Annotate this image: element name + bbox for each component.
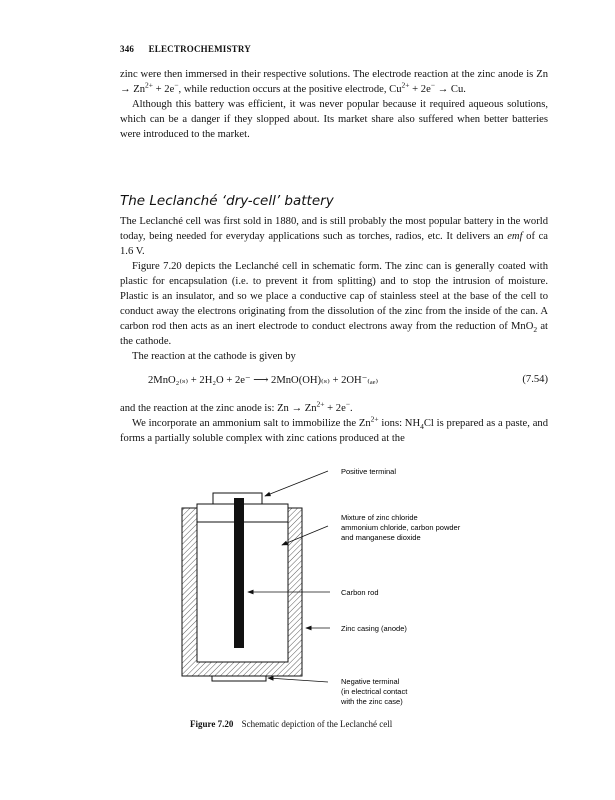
label-mixture-1: Mixture of zinc chloride [341,513,418,522]
paragraph-leclanche-intro: The Leclanché cell was first sold in 1880, and is still probably the most popular battery in the world today, being needed for everyday applications such as torches, radios, etc. It delivers an emf of ca 1.6 V. [120,216,549,257]
label-mixture-2: ammonium chloride, carbon powder [341,523,461,532]
caption-text: Schematic depiction of the Leclanché cell [241,719,393,729]
equation-number: (7.54) [522,374,548,385]
section-body [120,214,548,364]
label-positive-terminal: Positive terminal [341,467,397,476]
caption-number: Figure 7.20 [190,719,234,729]
paragraph-continued: zinc were then immersed in their respective solutions. The electrode reaction at the zinc anode is $Zn \to Zn^{2+} + 2e^-$, while reduction occurs at the positive electrode, $Cu^{2+} + 2e^- \to Cu$. Although this battery was efficient, it was never popular because it required aqueous solutions, which can be a danger if they slopped about. Its market share also suffered when better batteries were introduced to the market. [120,69,548,140]
running-header [120,44,251,54]
label-negative-2: (in electrical contact [341,687,408,696]
cell-schematic [170,460,550,715]
post-equation-body [120,401,548,446]
label-mixture-3: and manganese dioxide [341,533,421,542]
leader-positive [265,471,328,496]
equation-7-54 [148,374,548,386]
carbon-rod [234,498,244,648]
paragraph-figure-description: Figure 7.20 depicts the Leclanché cell in schematic form. The zinc can is generally coated with plastic for encapsulation (i.e. to prevent it from splitting) and to stop the intrusion of moisture. Plastic is an insulator, and so we place a conductive cap of stainless steel at the base of the cell to conduct away the electrons originating from the dissolution of the zinc from the inside of the can. A carbon rod then acts as an inert electrode to conduct electrons away from the reduction of MnO$_2$ at the cathode. [120,261,548,347]
equation-text: 2MnO₂₍ₛ₎ + 2H₂O + 2e⁻ ⟶ 2MnO(OH)₍ₛ₎ + 2OH⁻₍ₐₑ₎ [148,375,379,386]
negative-terminal-plate [212,676,266,681]
section-title: The Leclanché ‘dry-cell’ battery [120,193,334,209]
paragraph-cathode-reaction: The reaction at the cathode is given by [132,351,296,362]
label-negative-3: with the zinc case) [341,697,403,706]
figure-leclanche-cell [170,460,550,720]
label-carbon-rod: Carbon rod [341,588,379,597]
running-title: ELECTROCHEMISTRY [148,44,251,54]
paragraph-anode-reaction: and the reaction at the zinc anode is: $Zn \to Zn^{2+} + 2e^-$. [120,399,353,414]
figure-caption [190,719,392,729]
paragraph-battery-efficiency: Although this battery was efficient, it was never popular because it required aqueous solutions, which can be a danger if they slopped about. Its market share also suffered when better batteries were introduced to the market. [120,99,548,140]
paragraph-ammonium-salt: We incorporate an ammonium salt to immobilize the $Zn^{2+}$ ions: $NH_4Cl$ is prepared as a paste, and forms a partially soluble complex with zinc cations produced at the [120,414,548,444]
label-negative-1: Negative terminal [341,677,400,686]
leader-negative [268,678,328,682]
page-number: 346 [120,44,135,54]
label-zinc-casing: Zinc casing (anode) [341,624,407,633]
